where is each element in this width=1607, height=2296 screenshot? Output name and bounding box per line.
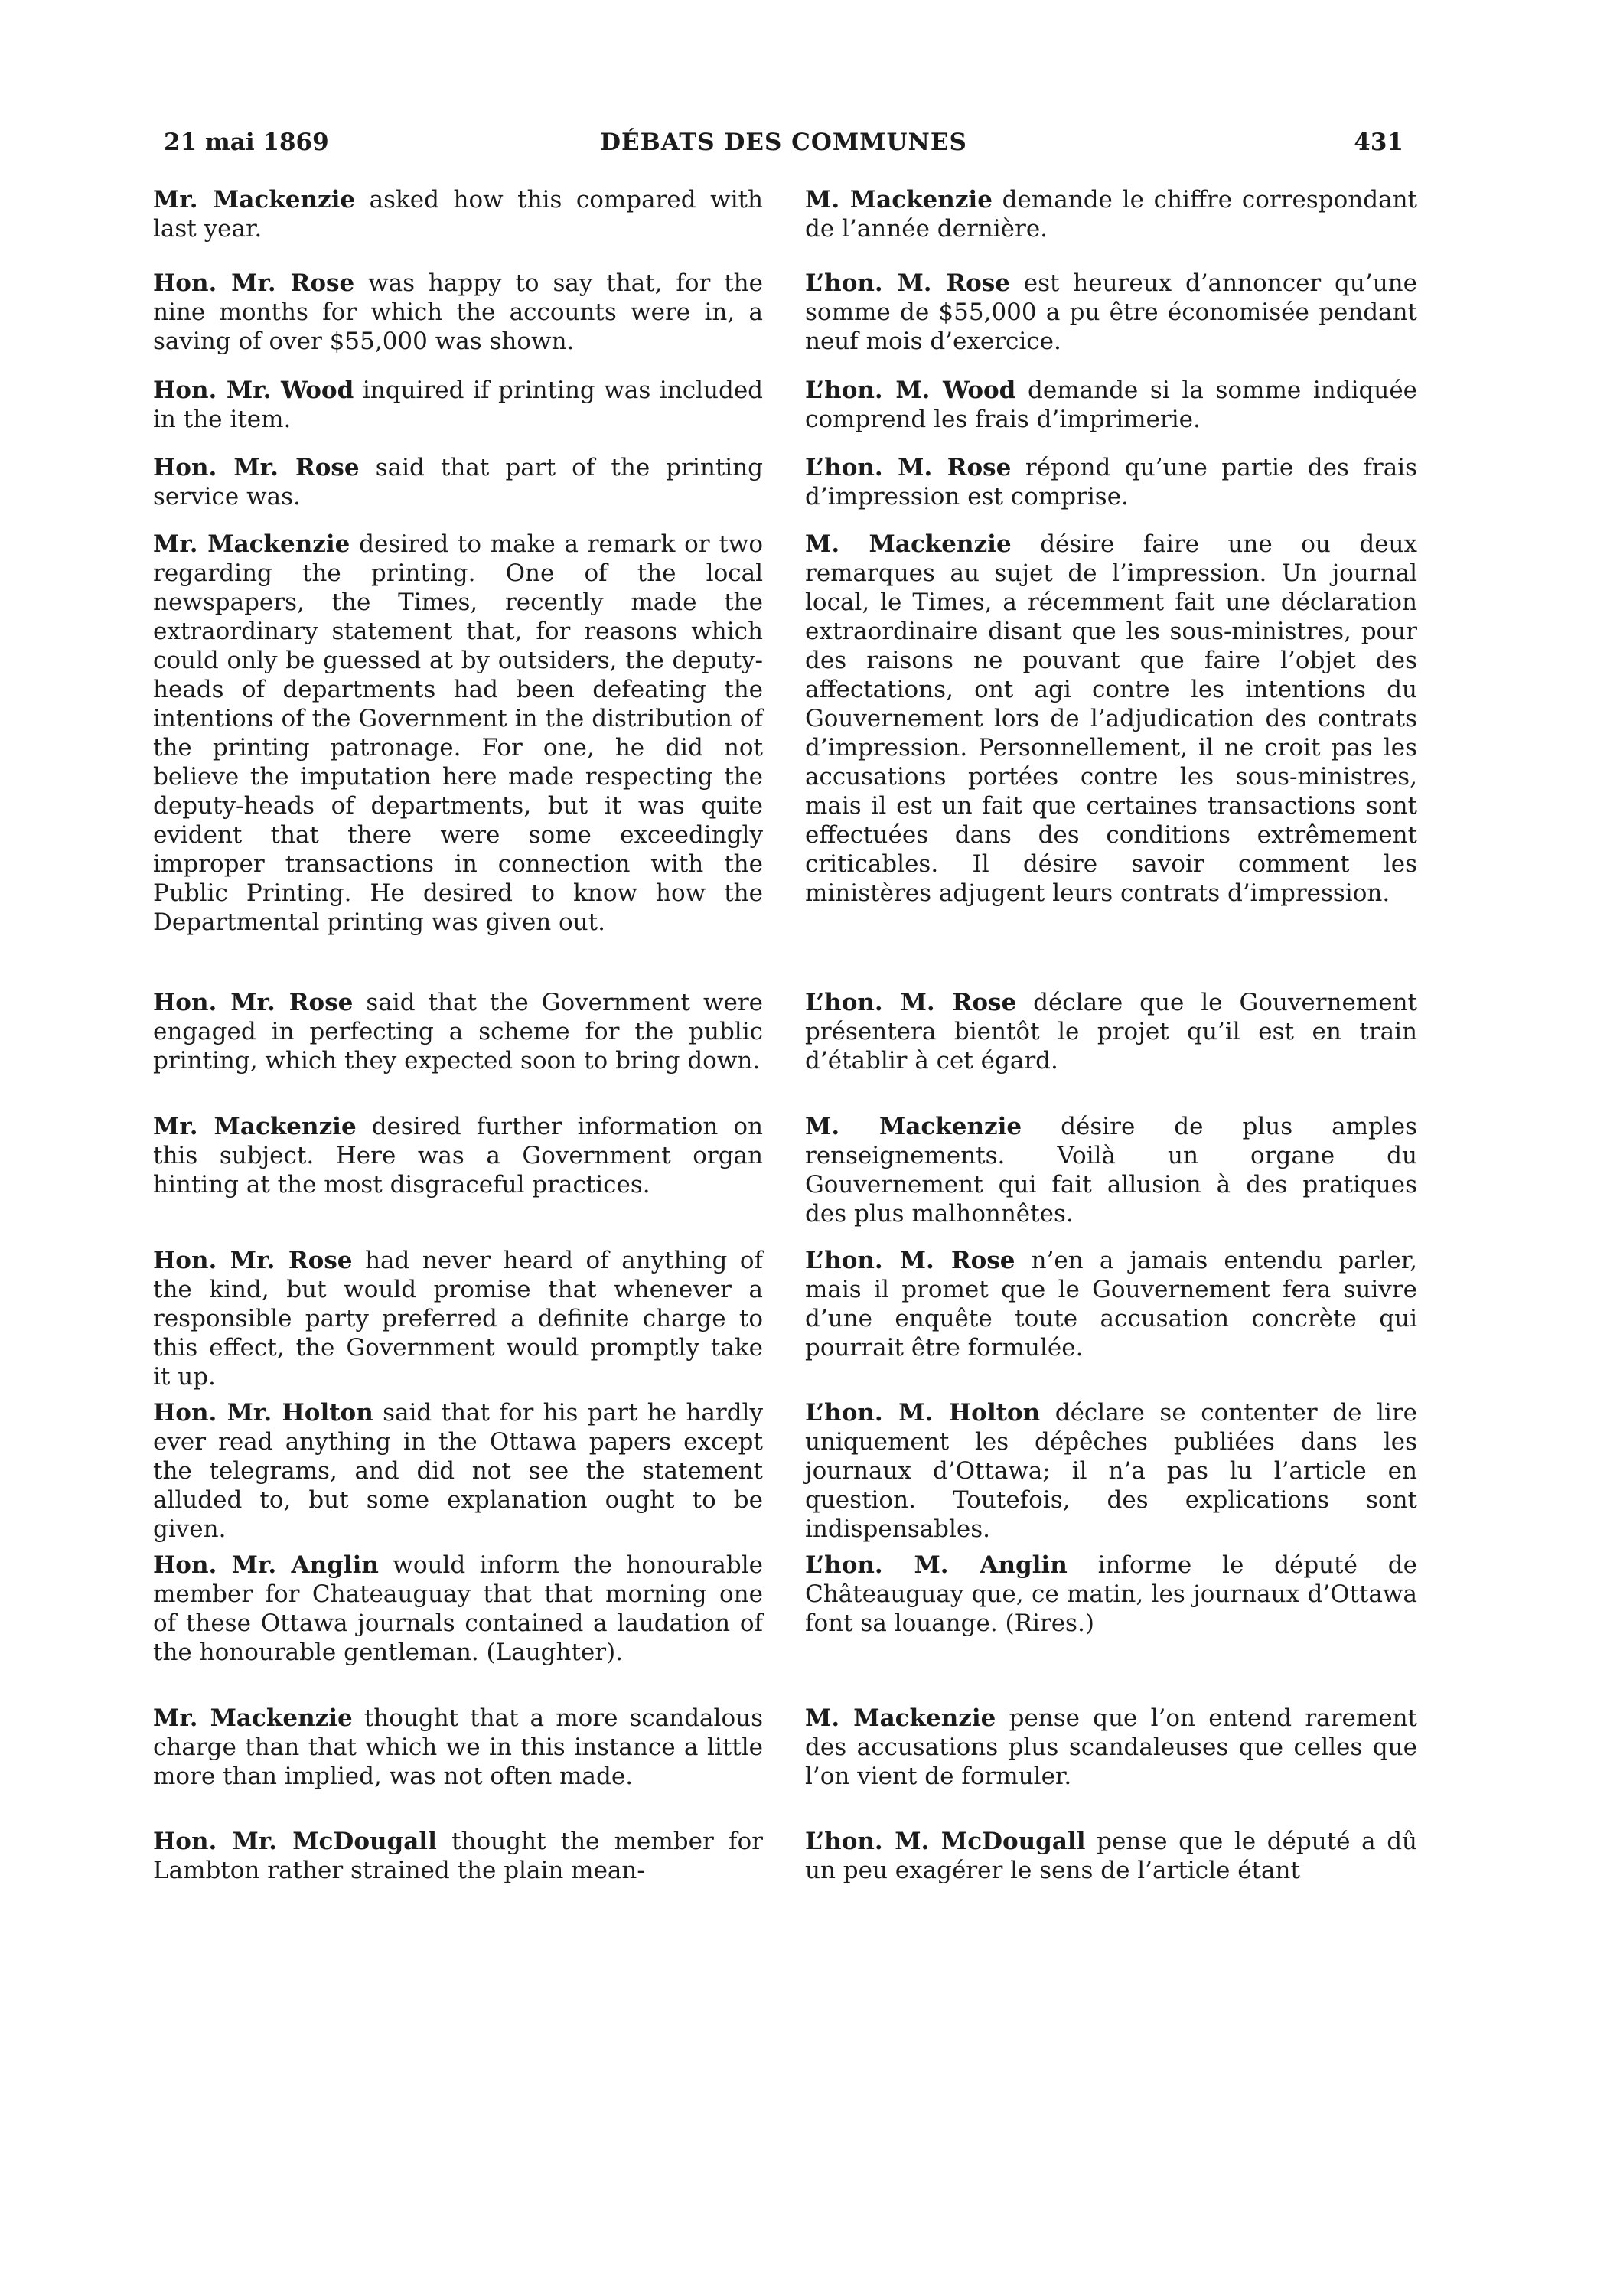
speech-text: was happy to say that, for the nine months for which the accounts were in, a saving of over $55,000 was shown. bbox=[153, 269, 763, 355]
speaker-name: M. Mackenzie bbox=[805, 1113, 1022, 1140]
paragraph bbox=[153, 1246, 763, 1391]
speech-text: pense que le député a dû un peu exagérer le sens de l’article étant bbox=[805, 1828, 1418, 1884]
header-title: DÉBATS DES COMMUNES bbox=[600, 129, 967, 156]
paragraph bbox=[805, 1398, 1417, 1544]
paragraph bbox=[153, 376, 763, 434]
speaker-name: Hon. Mr. Wood bbox=[153, 377, 354, 404]
paragraph bbox=[153, 988, 763, 1075]
speaker-name: Mr. Mackenzie bbox=[153, 1704, 353, 1732]
paragraph bbox=[153, 1827, 763, 1885]
speech-text: désire faire une ou deux remarques au sujet de l’impression. Un journal local, le Times, a récemment fait une déclaration extraordinaire disant que les sous-ministres, pour des raisons ne pouvant que faire l’objet des affectations, ont agi contre les intentions du Gouvernement lors de l’adjudication des contrats d’impression. Personnellement, il ne croit pas les accusations portées contre les sous-ministres, mais il est un fait que certaines transactions sont effectuées dans des conditions extrêmement criticables. Il désire savoir comment les ministères adjugent leurs contrats d’impression. bbox=[805, 530, 1417, 907]
speaker-name: Hon. Mr. Rose bbox=[153, 989, 354, 1016]
speech-text: répond qu’une partie des frais d’impression est comprise. bbox=[805, 454, 1417, 510]
speaker-name: Hon. Mr. Anglin bbox=[153, 1551, 379, 1579]
paragraph bbox=[153, 269, 763, 356]
speech-text: déclare se contenter de lire uniquement les dépêches publiées dans les journaux d’Ottawa; il n’a pas lu l’article en question. Toutefois, des explications sont indispensables. bbox=[805, 1399, 1417, 1543]
speaker-name: Hon. Mr. McDougall bbox=[153, 1828, 437, 1855]
speech-text: demande le chiffre correspondant de l’année dernière. bbox=[805, 186, 1417, 243]
speaker-name: Hon. Mr. Rose bbox=[153, 1247, 353, 1274]
paragraph bbox=[805, 1112, 1417, 1228]
speaker-name: L’hon. M. Wood bbox=[805, 377, 1016, 404]
page-header bbox=[164, 129, 1403, 162]
speech-text: inquired if printing was included in the item. bbox=[153, 377, 764, 433]
speech-text: désire de plus amples renseignements. Voilà un organe du Gouvernement qui fait allusion à des pratiques des plus malhonnêtes. bbox=[805, 1113, 1417, 1228]
speech-text: would inform the honourable member for Chateauguay that that morning one of these Ottawa journals contained a laudation of the honourable gentleman. (Laughter). bbox=[153, 1551, 763, 1666]
paragraph bbox=[805, 1246, 1417, 1362]
speech-text: desired to make a remark or two regarding the printing. One of the local newspapers, the Times, recently made the extraordinary statement that, for reasons which could only be guessed at by outsiders, the deputy-heads of departments had been defeating the intentions of the Government in the distribution of the printing patronage. For one, he did not believe the imputation here made respecting the deputy-heads of departments, but it was quite evident that there were some exceedingly improper transactions in connection with the Public Printing. He desired to know how the Departmental printing was given out. bbox=[153, 530, 763, 936]
speech-text: thought that a more scandalous charge than that which we in this instance a little more than implied, was not often made. bbox=[153, 1704, 763, 1790]
paragraph bbox=[805, 269, 1417, 356]
paragraph bbox=[805, 1551, 1417, 1638]
speech-text: said that part of the printing service was. bbox=[153, 454, 764, 510]
speaker-name: Hon. Mr. Holton bbox=[153, 1399, 373, 1427]
speaker-name: L’hon. M. Anglin bbox=[805, 1551, 1068, 1579]
speaker-name: Mr. Mackenzie bbox=[153, 186, 356, 214]
paragraph bbox=[805, 376, 1417, 434]
speaker-name: L’hon. M. Rose bbox=[805, 269, 1010, 297]
speech-text: déclare que le Gouvernement présentera bientôt le projet qu’il est en train d’établir à cet égard. bbox=[805, 989, 1418, 1075]
paragraph bbox=[805, 453, 1417, 511]
speech-text: est heureux d’annoncer qu’une somme de $55,000 a pu être économisée pendant neuf mois d’exercice. bbox=[805, 269, 1417, 355]
header-date: 21 mai 1869 bbox=[164, 129, 329, 156]
paragraph bbox=[153, 1112, 763, 1199]
speaker-name: L’hon. M. Holton bbox=[805, 1399, 1041, 1427]
paragraph bbox=[153, 1704, 763, 1791]
speech-text: n’en a jamais entendu parler, mais il promet que le Gouvernement fera suivre d’une enquête toute accusation concrète qui pourrait être formulée. bbox=[805, 1247, 1417, 1362]
speech-text: thought the member for Lambton rather strained the plain mean- bbox=[153, 1828, 763, 1884]
paragraph bbox=[805, 185, 1417, 243]
speech-text: asked how this compared with last year. bbox=[153, 186, 763, 243]
paragraph bbox=[153, 1551, 763, 1667]
speech-text: informe le député de Châteauguay que, ce matin, les journaux d’Ottawa font sa louange. (Rires.) bbox=[805, 1551, 1417, 1637]
speaker-name: L’hon. M. Rose bbox=[805, 454, 1012, 481]
paragraph bbox=[805, 1827, 1417, 1885]
paragraph bbox=[153, 530, 763, 937]
speech-text: desired further information on this subject. Here was a Government organ hinting at the most disgraceful practices. bbox=[153, 1113, 763, 1199]
speech-text: demande si la somme indiquée comprend les frais d’imprimerie. bbox=[805, 377, 1418, 433]
speaker-name: M. Mackenzie bbox=[805, 530, 1012, 558]
paragraph bbox=[153, 185, 763, 243]
speech-text: said that for his part he hardly ever read anything in the Ottawa papers except the telegrams, and did not see the statement alluded to, but some explanation ought to be given. bbox=[153, 1399, 763, 1543]
speech-text: pense que l’on entend rarement des accusations plus scandaleuses que celles que l’on vient de formuler. bbox=[805, 1704, 1417, 1790]
speaker-name: M. Mackenzie bbox=[805, 186, 993, 214]
speaker-name: Mr. Mackenzie bbox=[153, 1113, 357, 1140]
paragraph bbox=[153, 453, 763, 511]
speech-text: had never heard of anything of the kind, but would promise that whenever a responsible party preferred a definite charge to this effect, the Government would promptly take it up. bbox=[153, 1247, 763, 1391]
speaker-name: Hon. Mr. Rose bbox=[153, 269, 355, 297]
paragraph bbox=[805, 1704, 1417, 1791]
speaker-name: L’hon. M. Rose bbox=[805, 1247, 1015, 1274]
paragraph bbox=[153, 1398, 763, 1544]
speaker-name: L’hon. M. Rose bbox=[805, 989, 1017, 1016]
speaker-name: M. Mackenzie bbox=[805, 1704, 996, 1732]
paragraph bbox=[805, 530, 1417, 908]
speaker-name: Hon. Mr. Rose bbox=[153, 454, 360, 481]
speaker-name: Mr. Mackenzie bbox=[153, 530, 350, 558]
page-number: 431 bbox=[1354, 129, 1403, 156]
speech-text: said that the Government were engaged in perfecting a scheme for the public printing, which they expected soon to bring down. bbox=[153, 989, 763, 1075]
paragraph bbox=[805, 988, 1417, 1075]
speaker-name: L’hon. M. McDougall bbox=[805, 1828, 1086, 1855]
